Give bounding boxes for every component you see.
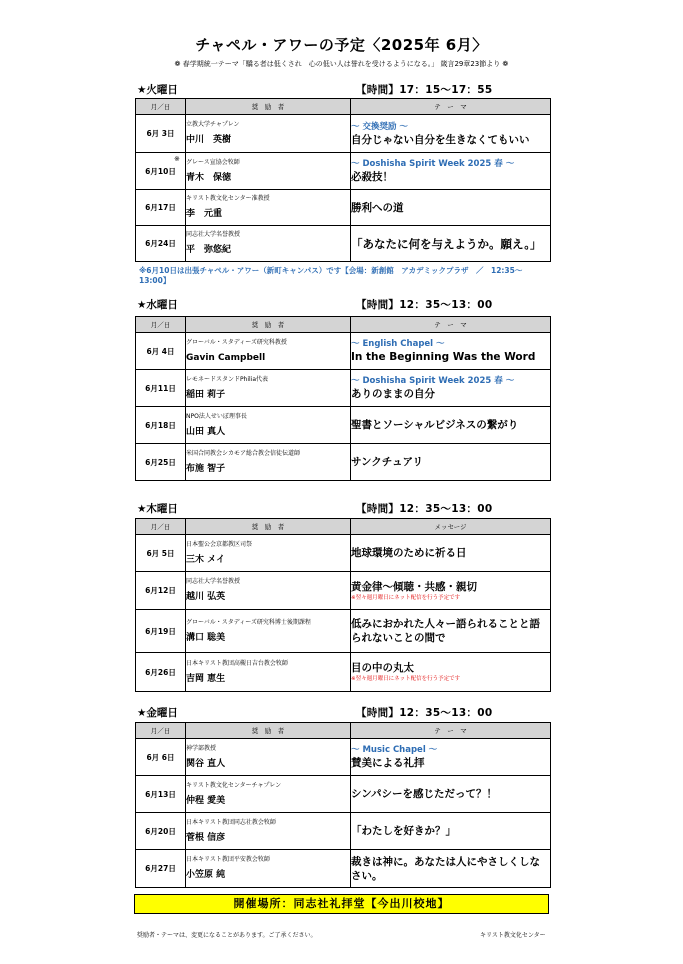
speaker-name: 稲田 莉子	[186, 389, 226, 400]
table-row	[136, 653, 551, 692]
row-date: 6月 4日	[136, 333, 186, 370]
speaker-name: 三木 メイ	[186, 554, 225, 565]
row-date: 6月 3日	[136, 115, 186, 153]
row-date: 6月19日	[136, 610, 186, 653]
theme-text: サンクチュアリ	[351, 456, 424, 468]
speaker-name: 山田 真人	[186, 426, 226, 437]
theme-cell	[351, 370, 551, 407]
speaker-role: グローバル・スタディーズ研究科博士後期課程	[186, 618, 311, 626]
table-row	[136, 535, 551, 572]
speaker-role: キリスト教文化センターチャプレン	[186, 781, 282, 789]
theme-text: 裁きは神に。あなたは人にやさしくしなさい。	[351, 855, 540, 882]
message-cell	[351, 535, 551, 572]
table-row	[136, 407, 551, 444]
schedule-table-thursday	[135, 518, 551, 692]
schedule-table-wednesday	[135, 316, 551, 481]
speaker-role: 米国合同教会シカモア総合教会信徒伝道師	[186, 449, 301, 457]
footnote-mark: ※	[174, 155, 180, 163]
row-date: 6月27日	[136, 850, 186, 888]
header-theme: テ ー マ	[351, 317, 551, 333]
speaker-cell	[186, 333, 351, 370]
speaker-name: Gavin Campbell	[186, 352, 266, 363]
table-row	[136, 444, 551, 481]
speaker-role: 日本キリスト教団同志社教会牧師	[186, 818, 276, 826]
speaker-role: キリスト教文化センター准教授	[186, 195, 270, 202]
speaker-role: NPO法人せいぼ理事長	[186, 412, 247, 420]
stream-note: ※翌々週月曜日にネット配信を行う予定です	[351, 676, 461, 682]
header-speaker: 奨 励 者	[186, 317, 351, 333]
theme-text: 賛美による礼拝	[351, 757, 425, 769]
table-row	[136, 850, 551, 888]
row-date: 6月 5日	[136, 535, 186, 572]
theme-text: 自分じゃない自分を生きなくてもいい	[351, 133, 530, 146]
speaker-cell	[186, 572, 351, 610]
footer-organization: キリスト教文化センター	[480, 932, 546, 939]
table-row	[136, 226, 551, 262]
message-text: 地球環境のために祈る日	[351, 547, 467, 559]
speaker-role: グレース宣協会牧師	[186, 158, 240, 166]
stream-note: ※翌々週月曜日にネット配信を行う予定です	[351, 594, 461, 601]
speaker-name: 溝口 聡美	[186, 632, 226, 643]
theme-cell	[351, 226, 551, 262]
table-row	[136, 776, 551, 813]
speaker-name: 中川 英樹	[186, 135, 232, 145]
speaker-cell	[186, 190, 351, 226]
theme-text: 「あなたに何を与えようか。願え。」	[351, 236, 542, 251]
header-date: 月／日	[136, 519, 186, 535]
row-date: 6月17日	[136, 190, 186, 226]
table-row	[136, 813, 551, 850]
row-date: 6月26日	[136, 653, 186, 692]
theme-text: シンパシーを感じただって？！	[351, 788, 498, 800]
speaker-cell	[186, 226, 351, 262]
speaker-role: 立教大学チャプレン	[186, 121, 240, 128]
theme-cell	[351, 190, 551, 226]
speaker-cell	[186, 370, 351, 407]
speaker-cell	[186, 444, 351, 481]
section-day-thursday: ★木曜日	[137, 503, 178, 515]
theme-cell	[351, 153, 551, 190]
speaker-name: 菅根 信彦	[186, 832, 226, 843]
row-date: 6月11日	[136, 370, 186, 407]
speaker-cell	[186, 535, 351, 572]
table-row	[136, 610, 551, 653]
section-day-friday: ★金曜日	[137, 707, 178, 719]
theme-cell	[351, 333, 551, 370]
row-date: 6月24日	[136, 226, 186, 262]
speaker-role: 神学部教授	[186, 744, 217, 752]
speaker-name: 布施 智子	[186, 463, 226, 474]
row-date: 6月10日	[136, 153, 186, 190]
table-row	[136, 739, 551, 776]
section-time-friday: 【時間】12：35～13：00	[356, 707, 493, 719]
speaker-role: 日本聖公会京都教区司祭	[186, 540, 253, 548]
speaker-role: 同志社大学名誉教授	[186, 231, 241, 238]
theme-subtitle: ～ Doshisha Spirit Week 2025 春 ～	[351, 376, 515, 386]
theme-cell	[351, 850, 551, 888]
speaker-name: 関谷 直人	[186, 758, 226, 769]
header-date: 月／日	[136, 723, 186, 739]
message-text: 目の中の丸太	[351, 662, 414, 674]
theme-subtitle: ～ Music Chapel ～	[351, 745, 438, 755]
footer-disclaimer: 奨励者・テーマは、変更になることがあります。ご了承ください。	[137, 932, 317, 939]
row-date: 6月20日	[136, 813, 186, 850]
theme-cell	[351, 739, 551, 776]
row-date: 6月12日	[136, 572, 186, 610]
theme-text: ありのままの自分	[351, 388, 435, 400]
speaker-name: 小笠原 純	[186, 870, 226, 880]
header-speaker: 奨 励 者	[186, 99, 351, 115]
message-cell	[351, 572, 551, 610]
speaker-role: レモネードスタンドPhilia代表	[186, 375, 269, 383]
speaker-role: 日本キリスト教団高槻日吉台教会牧師	[186, 659, 288, 667]
row-date: 6月13日	[136, 776, 186, 813]
speaker-name: 仲程 愛美	[186, 795, 226, 806]
theme-subtitle: ～ English Chapel ～	[351, 339, 445, 349]
header-theme: テ ー マ	[351, 99, 551, 115]
speaker-role: グローバル・スタディーズ研究科教授	[186, 338, 287, 346]
theme-text: 聖書とソーシャルビジネスの繋がり	[351, 419, 519, 431]
header-date: 月／日	[136, 99, 186, 115]
speaker-name: 平 弥悠紀	[186, 245, 232, 255]
section-day-tuesday: ★火曜日	[137, 84, 178, 96]
speaker-cell	[186, 739, 351, 776]
theme-subtitle: ～ 交換奨励 ～	[351, 121, 408, 132]
section-time-thursday: 【時間】12：35～13：00	[356, 503, 493, 515]
speaker-role: 同志社大学名誉教授	[186, 578, 241, 585]
table-row	[136, 153, 551, 190]
speaker-role: 日本キリスト教団平安教会牧師	[186, 856, 270, 863]
page-title: チャペル・アワーの予定〈2025年 6月〉	[195, 36, 488, 54]
speaker-cell	[186, 813, 351, 850]
message-text: 黄金律～傾聴・共感・親切	[351, 580, 477, 593]
speaker-name: 青木 保徳	[186, 172, 232, 183]
table-row	[136, 190, 551, 226]
theme-cell	[351, 776, 551, 813]
theme-cell	[351, 813, 551, 850]
header-theme: テ ー マ	[351, 723, 551, 739]
row-date: 6月25日	[136, 444, 186, 481]
theme-text: In the Beginning Was the Word	[351, 351, 536, 363]
speaker-name: 吉岡 恵生	[186, 673, 226, 684]
venue-banner: 開催場所：同志社礼拝堂【今出川校地】	[134, 894, 549, 914]
offsite-note: ※6月10日は出張チャペル・アワー（新町キャンパス）です【会場：新創館 アカデミックプラザ ／ 12:35～13:00】	[139, 266, 523, 285]
message-text: 低みにおかれた人々ー語られることと語られないことの間で	[351, 618, 540, 644]
table-row	[136, 115, 551, 153]
speaker-cell	[186, 153, 351, 190]
semester-theme: ❁ 春学期統一テーマ「驕る者は低くされ 心の低い人は誉れを受けるようになる。」 箴言29章23節より ❁	[174, 60, 509, 68]
speaker-cell	[186, 407, 351, 444]
speaker-cell	[186, 653, 351, 692]
header-speaker: 奨 励 者	[186, 723, 351, 739]
table-row	[136, 572, 551, 610]
section-day-wednesday: ★水曜日	[137, 299, 178, 311]
speaker-name: 李 元重	[186, 209, 223, 219]
table-header-row	[136, 723, 551, 739]
table-row	[136, 333, 551, 370]
schedule-table-friday	[135, 722, 551, 888]
theme-text: 「わたしを好きか？」	[351, 825, 456, 837]
theme-cell	[351, 115, 551, 153]
header-message: メッセージ	[351, 519, 551, 535]
theme-subtitle: ～ Doshisha Spirit Week 2025 春 ～	[351, 159, 515, 169]
table-header-row	[136, 317, 551, 333]
message-cell	[351, 653, 551, 692]
speaker-cell	[186, 115, 351, 153]
speaker-cell	[186, 850, 351, 888]
table-header-row	[136, 519, 551, 535]
theme-cell	[351, 444, 551, 481]
speaker-cell	[186, 610, 351, 653]
theme-cell	[351, 407, 551, 444]
schedule-table-tuesday	[135, 98, 551, 262]
header-speaker: 奨 励 者	[186, 519, 351, 535]
table-row	[136, 370, 551, 407]
section-time-wednesday: 【時間】12：35～13：00	[356, 299, 493, 311]
speaker-name: 越川 弘英	[186, 592, 226, 602]
row-date: 6月 6日	[136, 739, 186, 776]
header-date: 月／日	[136, 317, 186, 333]
speaker-cell	[186, 776, 351, 813]
row-date: 6月18日	[136, 407, 186, 444]
theme-text: 必殺技！	[351, 171, 393, 183]
message-cell	[351, 610, 551, 653]
table-header-row	[136, 99, 551, 115]
section-time-tuesday: 【時間】17：15～17：55	[356, 84, 493, 96]
theme-text: 勝利への道	[351, 201, 404, 214]
